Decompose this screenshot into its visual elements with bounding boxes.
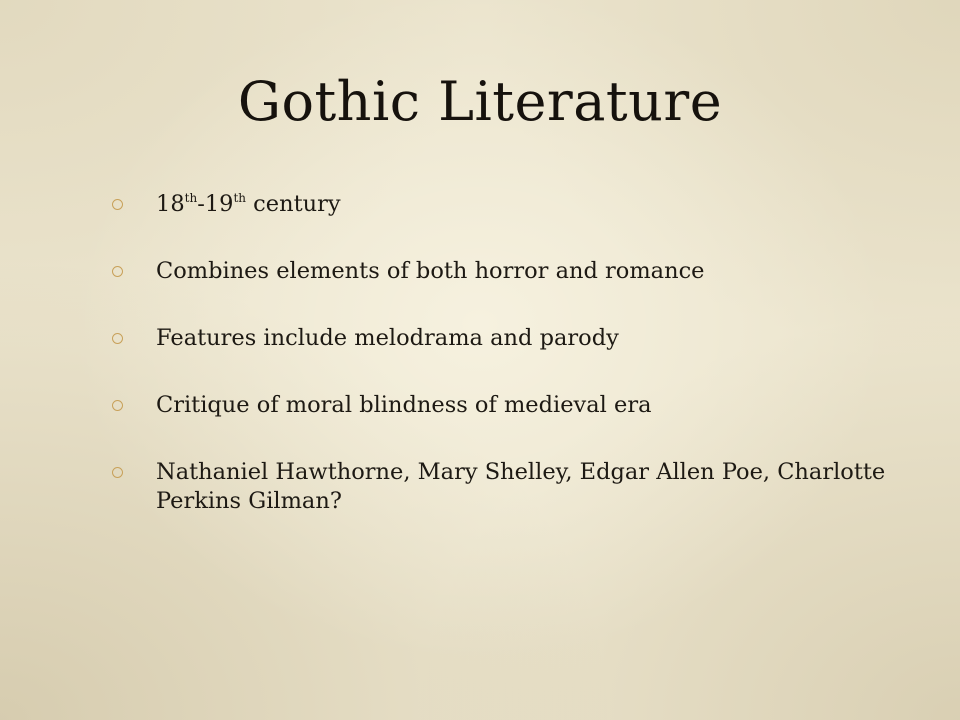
century-end: 19 [204, 191, 234, 217]
slide-title: Gothic Literature [237, 70, 723, 133]
hollow-circle-icon [112, 400, 123, 411]
bullet-text: Nathaniel Hawthorne, Mary Shelley, Edgar Allen Poe, Charlotte Perkins Gilman? [156, 459, 886, 514]
century-end-suffix: th [233, 191, 247, 205]
bullet-text: Features include melodrama and parody [156, 325, 619, 351]
bullet-item-horror-romance [108, 257, 908, 286]
hollow-circle-icon [112, 467, 123, 478]
bullet-list [108, 190, 908, 554]
century-start-suffix: th [184, 191, 198, 205]
hollow-circle-icon [112, 266, 123, 277]
century-start: 18 [156, 191, 185, 217]
hollow-circle-icon [112, 199, 123, 210]
bullet-item-authors [108, 458, 908, 516]
century-word: century [246, 191, 341, 217]
bullet-text: Critique of moral blindness of medieval era [156, 392, 652, 418]
bullet-item-melodrama-parody [108, 324, 908, 353]
bullet-item-century [108, 190, 908, 219]
century-dash: - [197, 191, 205, 217]
bullet-item-moral-blindness [108, 391, 908, 420]
hollow-circle-icon [112, 333, 123, 344]
bullet-text: Combines elements of both horror and romance [156, 258, 705, 284]
